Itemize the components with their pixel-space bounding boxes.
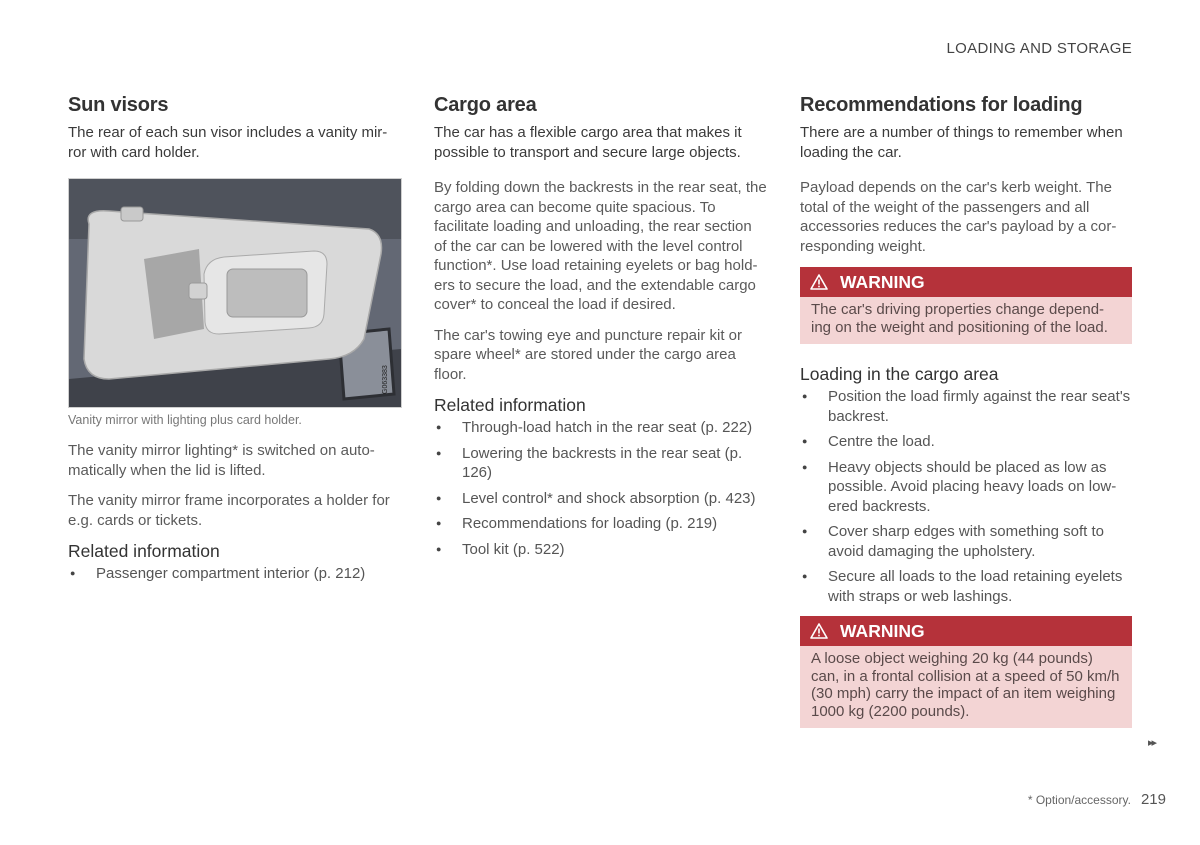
sun-visors-column bbox=[68, 94, 402, 594]
cargo-area-folding-paragraph: By folding down the backrests in the rear seat, the cargo area can become quite spacious. To facilitate loading and unloading, the rear section of the car can be lowered with the level control function*. Use load retaining eyelets or bag hold-ers to secure the load, and the extendable cargo cover* to conceal the load if desired. bbox=[434, 179, 767, 313]
list-item: ● Position the load firmly against the rear seat's backrest. bbox=[800, 387, 1132, 426]
list-item: ● Centre the load. bbox=[800, 432, 1132, 452]
sun-visor-drawing bbox=[69, 179, 401, 407]
sun-visors-intro: The rear of each sun visor includes a vanity mir-ror with card holder. bbox=[68, 124, 388, 161]
warning-triangle-icon bbox=[810, 274, 828, 290]
image-code-label: G063383 bbox=[382, 365, 389, 394]
related-link[interactable]: ● Passenger compartment interior (p. 212) bbox=[68, 564, 402, 584]
vanity-light-paragraph: The vanity mirror lighting* is switched on auto-matically when the lid is lifted. bbox=[68, 442, 375, 479]
page-number: 219 bbox=[1140, 791, 1166, 808]
related-link[interactable]: ● Recommendations for loading (p. 219) bbox=[434, 514, 768, 534]
cargo-area-related-list bbox=[434, 418, 768, 559]
cargo-area-related-heading: Related information bbox=[434, 395, 586, 415]
warning-text: A loose object weighing 20 kg (44 pounds) can, in a frontal collision at a speed of 50 km/h (30 mph) carry the impact of an item weighing 1000 kg (2200 pounds). bbox=[811, 650, 1120, 720]
figure-caption: Vanity mirror with lighting plus card holder. bbox=[68, 413, 302, 427]
sun-visors-heading: Sun visors bbox=[68, 94, 169, 116]
page-footer bbox=[1028, 791, 1166, 808]
list-item: ● Secure all loads to the load retaining eyelets with straps or web lashings. bbox=[800, 567, 1132, 606]
recommendations-column bbox=[800, 94, 1132, 748]
payload-paragraph: Payload depends on the car's kerb weight. The total of the weight of the passengers and all accessories reduces the car's payload by a cor-responding weight. bbox=[800, 179, 1117, 255]
warning-label: WARNING bbox=[840, 271, 925, 292]
cargo-area-storage-paragraph: The car's towing eye and puncture repair kit or spare wheel* are stored under the cargo area floor. bbox=[434, 326, 743, 383]
vanity-mirror-illustration bbox=[68, 178, 402, 408]
warning-box-loose-object bbox=[800, 616, 1132, 728]
related-link[interactable]: ● Through-load hatch in the rear seat (p. 222) bbox=[434, 418, 768, 438]
sun-visors-related-heading: Related information bbox=[68, 541, 220, 561]
warning-box-driving-properties bbox=[800, 267, 1132, 344]
recommendations-intro: There are a number of things to remember when loading the car. bbox=[800, 124, 1123, 161]
warning-label: WARNING bbox=[840, 620, 925, 641]
sun-visors-related-list bbox=[68, 564, 402, 584]
recommendations-heading: Recommendations for loading bbox=[800, 94, 1083, 116]
warning-header bbox=[800, 267, 1132, 297]
card-holder-paragraph: The vanity mirror frame incorporates a holder for e.g. cards or tickets. bbox=[68, 492, 390, 529]
related-link[interactable]: ● Level control* and shock absorption (p. 423) bbox=[434, 489, 768, 509]
related-link[interactable]: ● Tool kit (p. 522) bbox=[434, 540, 768, 560]
cargo-area-heading: Cargo area bbox=[434, 94, 537, 116]
continue-arrows-icon: ▸▸ bbox=[1148, 737, 1156, 749]
loading-cargo-heading: Loading in the cargo area bbox=[800, 364, 999, 384]
cargo-area-column bbox=[434, 94, 768, 569]
warning-header bbox=[800, 616, 1132, 646]
section-header: LOADING AND STORAGE bbox=[946, 40, 1132, 57]
list-item: ● Heavy objects should be placed as low as possible. Avoid placing heavy loads on low-ered backrests. bbox=[800, 458, 1132, 517]
warning-text: The car's driving properties change depend-ing on the weight and positioning of the load. bbox=[811, 301, 1108, 336]
related-link[interactable]: ● Lowering the backrests in the rear seat (p. 126) bbox=[434, 444, 768, 483]
option-footnote: * Option/accessory. bbox=[1027, 793, 1131, 807]
warning-triangle-icon bbox=[810, 623, 828, 639]
loading-tips-list bbox=[800, 387, 1132, 606]
list-item: ● Cover sharp edges with something soft to avoid damaging the upholstery. bbox=[800, 522, 1132, 561]
cargo-area-intro: The car has a flexible cargo area that makes it possible to transport and secure large objects. bbox=[434, 124, 742, 161]
